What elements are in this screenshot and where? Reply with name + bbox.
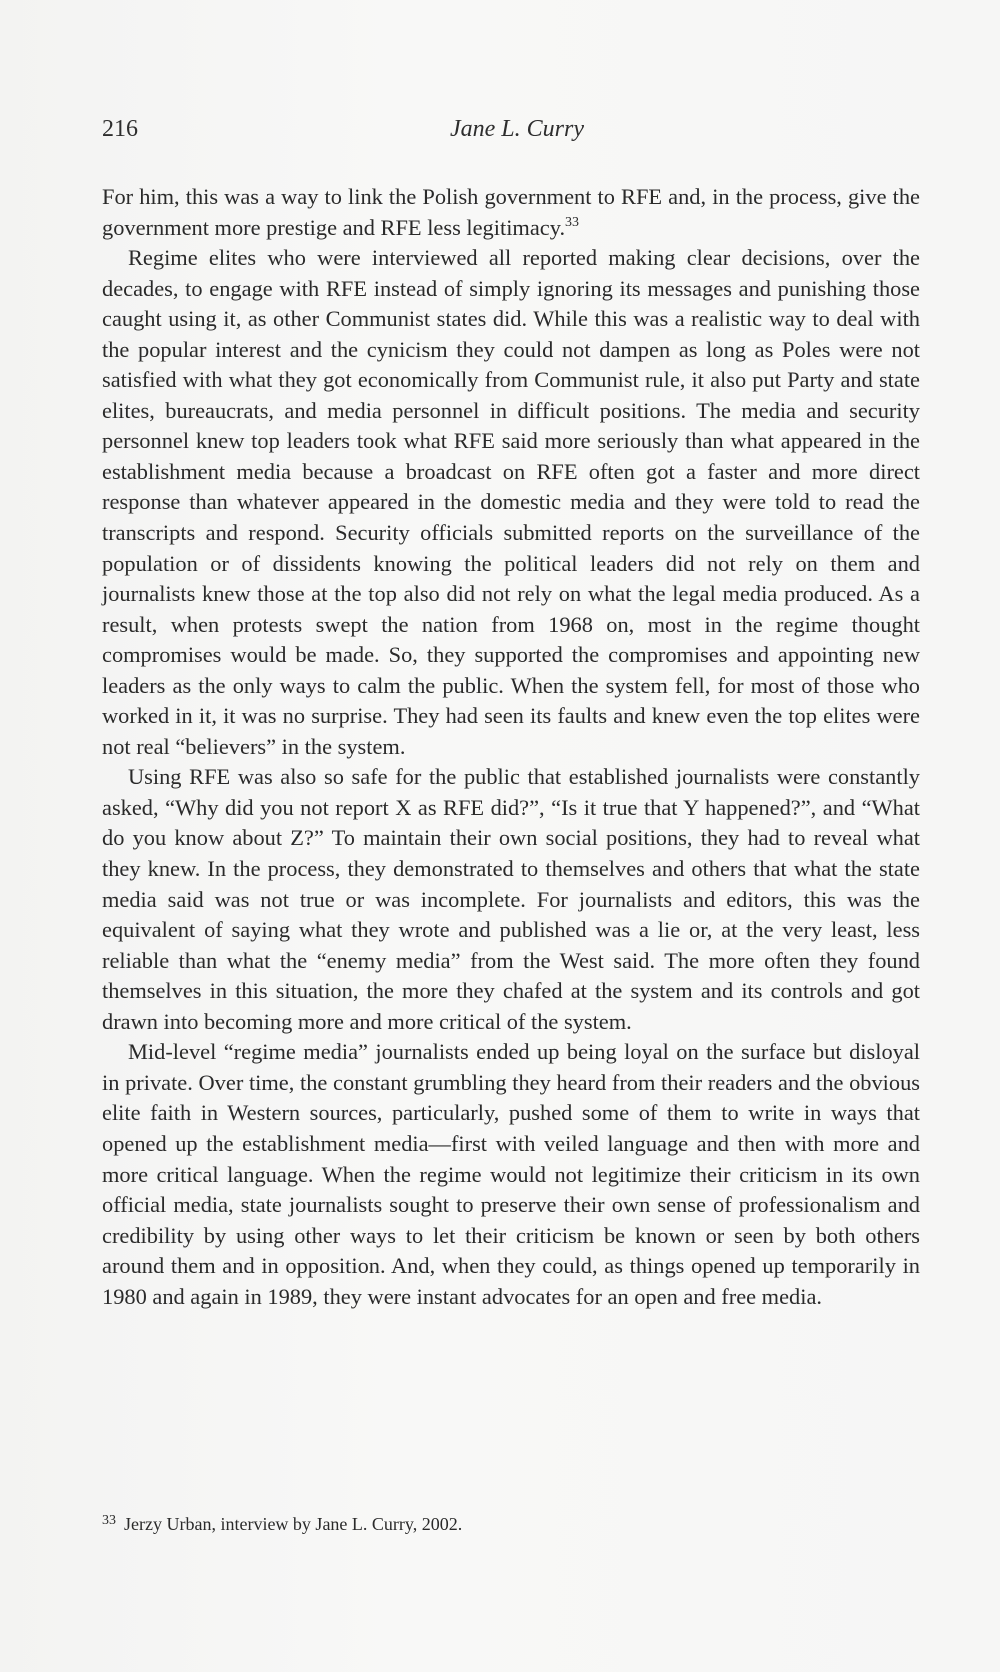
paragraph-2: Regime elites who were interviewed all reported making clear decisions, over the decades, to engage with RFE instead of simply ignoring its messages and punishing those caught using it, as other Communist states did. While this was a realistic way to deal with the popular interest and the cynicism they could not dampen as long as Poles were not satisfied with what they got economically from Communist rule, it also put Party and state elites, bureaucrats, and media personnel in difficult positions. The media and security personnel knew top leaders took what RFE said more seriously than what appeared in the establishment media because a broadcast on RFE often got a faster and more direct response than whatever appeared in the domestic media and they were told to read the transcripts and respond. Security officials submitted reports on the surveillance of the population or of dissidents knowing the political leaders did not rely on them and journalists knew those at the top also did not rely on what the legal media produced. As a result, when protests swept the nation from 1968 on, most in the regime thought compromises would be made. So, they supported the compromises and appointing new leaders as the only ways to calm the public. When the system fell, for most of those who worked in it, it was no surprise. They had seen its faults and knew even the top elites were not real “believers” in the system. [102, 245, 920, 759]
body-text [102, 182, 920, 1312]
footnote-number: 33 [102, 1513, 116, 1528]
footnote [102, 1512, 920, 1536]
paragraph-4: Mid-level “regime media” journalists ended up being loyal on the surface but disloyal in private. Over time, the constant grumbling they heard from their readers and the obvious elite faith in Western sources, particularly, pushed some of them to write in ways that opened up the establishment media—first with veiled language and then with more and more critical language. When the regime would not legitimize their criticism in its own official media, state journalists sought to preserve their own sense of professionalism and credibility by using other ways to let their criticism be known or seen by both others around them and in opposition. And, when they could, as things opened up temporarily in 1980 and again in 1989, they were instant advocates for an open and free media. [102, 1039, 920, 1309]
page-header [102, 116, 902, 156]
paragraph-3: Using RFE was also so safe for the public that established journalists were constantly asked, “Why did you not report X as RFE did?”, “Is it true that Y happened?”, and “What do you know about Z?” To maintain their own social positions, they had to reveal what they knew. In the process, they demonstrated to themselves and others that what the state media said was not true or was incomplete. For journalists and editors, this was the equivalent of saying what they wrote and published was a lie or, at the very least, less reliable than what the “enemy media” from the West said. The more often they found themselves in this situation, the more they chafed at the system and its controls and got drawn into becoming more and more critical of the system. [102, 764, 920, 1034]
page-number: 216 [102, 116, 138, 142]
paragraph-1-text: For him, this was a way to link the Polish government to RFE and, in the process, give the government more prestige and RFE less legitimacy. [102, 184, 920, 240]
footnote-text: Jerzy Urban, interview by Jane L. Curry, 2002. [124, 1514, 463, 1534]
paragraph-1 [102, 182, 920, 243]
footnote-reference: 33 [565, 214, 580, 230]
running-head-author: Jane L. Curry [450, 116, 584, 142]
